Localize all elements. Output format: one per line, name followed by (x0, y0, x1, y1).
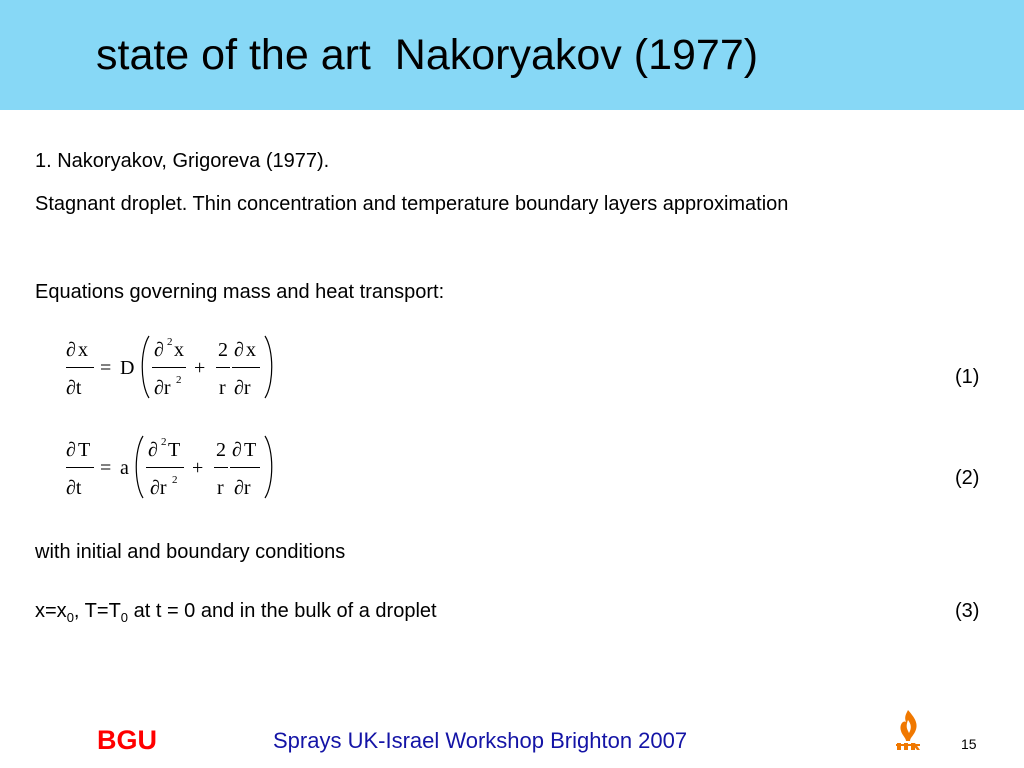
denominator-dt: ∂t (66, 477, 82, 499)
numerator-var: x (246, 339, 256, 361)
condition-x-subscript: 0 (66, 610, 74, 625)
right-paren (262, 434, 276, 500)
denominator-dr2: ∂r (150, 477, 167, 499)
plus-sign: + (192, 457, 204, 479)
numerator-var: T (168, 439, 181, 461)
coefficient-2: 2 (218, 339, 228, 361)
denominator-dr: ∂r (234, 377, 251, 399)
partial-symbol: ∂ (66, 439, 76, 461)
denominator-dr2: ∂r (154, 377, 171, 399)
diffusivity-coef: a (120, 457, 129, 479)
conditions-intro: with initial and boundary conditions (35, 541, 346, 563)
numerator-var: T (244, 439, 257, 461)
footer-org: BGU (97, 725, 157, 755)
fraction-bar (230, 467, 260, 468)
partial-symbol: ∂ (232, 439, 242, 461)
condition-x: x=x (35, 600, 67, 622)
condition-t: , T=T (73, 600, 121, 622)
coefficient-2: 2 (216, 439, 226, 461)
radius-r: r (219, 377, 226, 399)
condition-rest: at t = 0 and in the bulk of a droplet (128, 600, 437, 622)
numerator-var: T (78, 439, 91, 461)
denominator-dt: ∂t (66, 377, 82, 399)
equation-number-1: (1) (955, 366, 980, 388)
fraction-bar (214, 467, 228, 468)
exponent-2: 2 (172, 474, 178, 486)
diffusivity-coef: D (120, 357, 135, 379)
fraction-bar (66, 467, 94, 468)
flame-logo-icon (893, 708, 923, 752)
equations-intro: Equations governing mass and heat transport: (35, 281, 445, 303)
equals-sign: = (100, 357, 112, 379)
equation-number-3: (3) (955, 600, 980, 622)
radius-r: r (217, 477, 224, 499)
description-line: Stagnant droplet. Thin concentration and temperature boundary layers approximation (35, 193, 789, 215)
left-paren (132, 434, 146, 500)
partial-symbol: ∂ (148, 439, 158, 461)
fraction-bar (232, 367, 260, 368)
partial-symbol: ∂ (234, 339, 244, 361)
footer-event: Sprays UK-Israel Workshop Brighton 2007 (273, 728, 688, 753)
fraction-bar (146, 467, 184, 468)
fraction-bar (152, 367, 186, 368)
conditions-line (35, 601, 437, 624)
denominator-dr: ∂r (234, 477, 251, 499)
equals-sign: = (100, 457, 112, 479)
page-number: 15 (961, 736, 977, 752)
right-paren (262, 334, 276, 400)
numerator-var: x (174, 339, 184, 361)
partial-symbol: ∂ (154, 339, 164, 361)
exponent-2: 2 (176, 374, 182, 386)
reference-line: 1. Nakoryakov, Grigoreva (1977). (35, 150, 330, 172)
fraction-bar (216, 367, 230, 368)
slide-title: state of the art Nakoryakov (1977) (96, 31, 759, 79)
fraction-bar (66, 367, 94, 368)
exponent-2: 2 (167, 336, 173, 348)
left-paren (138, 334, 152, 400)
equation-number-2: (2) (955, 467, 980, 489)
partial-symbol: ∂ (66, 339, 76, 361)
plus-sign: + (194, 357, 206, 379)
exponent-2: 2 (161, 436, 167, 448)
condition-t-subscript: 0 (120, 610, 129, 625)
numerator-var: x (78, 339, 88, 361)
